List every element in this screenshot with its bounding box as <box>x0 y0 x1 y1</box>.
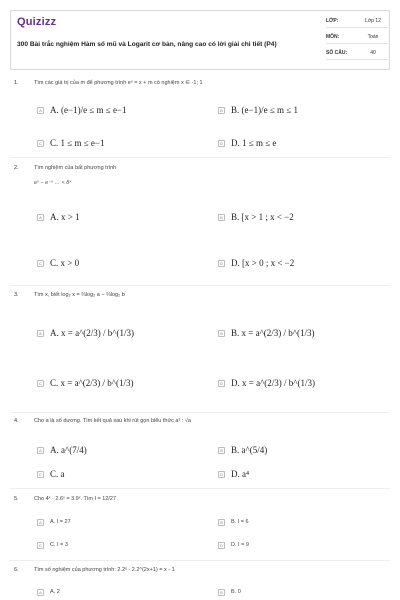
option-1c[interactable]: C C. 1 ≤ m ≤ e−1 <box>37 137 104 149</box>
option-6a[interactable]: A A. 2 <box>37 586 60 598</box>
divider <box>10 285 390 286</box>
option-3a[interactable]: A A. x = a^(2/3) / b^(1/3) <box>37 327 134 339</box>
option-4d[interactable]: D D. a⁴ <box>218 468 249 480</box>
option-4a[interactable]: A A. a^(7/4) <box>37 444 87 456</box>
divider <box>10 560 390 561</box>
option-3b[interactable]: B B. x = a^(2/3) / b^(1/3) <box>218 327 315 339</box>
option-1b[interactable]: B B. (e−1)/e ≤ m ≤ 1 <box>218 104 298 116</box>
option-5d[interactable]: D D. I = 9 <box>218 539 249 551</box>
option-5a[interactable]: A A. I = 27 <box>37 516 71 528</box>
worksheet-header <box>10 10 390 70</box>
divider <box>10 412 390 413</box>
option-2d[interactable]: D D. [x > 0 ; x < −2 <box>218 257 294 269</box>
option-2b[interactable]: B B. [x > 1 ; x < −2 <box>218 211 294 223</box>
meta-grade: LỚP: Lớp 12 <box>326 15 390 28</box>
option-3c[interactable]: C C. x = a^(2/3) / b^(1/3) <box>37 377 134 389</box>
quizizz-logo: Quizizz <box>17 16 57 28</box>
option-4c[interactable]: C C. a <box>37 468 65 480</box>
meta-subject: MÔN: Toán <box>326 31 390 44</box>
worksheet-meta <box>326 15 390 63</box>
option-2c[interactable]: C C. x > 0 <box>37 257 79 269</box>
option-1a[interactable]: A A. (e−1)/e ≤ m ≤ e−1 <box>37 104 127 116</box>
option-1d[interactable]: D D. 1 ≤ m ≤ e <box>218 137 276 149</box>
worksheet-title: 300 Bài trắc nghiệm Hàm số mũ và Logarit cơ bản, nâng cao có lời giải chi tiết (P4) <box>17 41 277 48</box>
option-6b[interactable]: B B. 0 <box>218 586 241 598</box>
option-3d[interactable]: D D. x = a^(2/3) / b^(1/3) <box>218 377 315 389</box>
divider <box>10 488 390 489</box>
option-5b[interactable]: B B. I = 6 <box>218 516 249 528</box>
option-4b[interactable]: B B. a^(5/4) <box>218 444 267 456</box>
meta-question-count: SỐ CÂU: 40 <box>326 47 390 60</box>
option-5c[interactable]: C C. I = 3 <box>37 539 68 551</box>
option-2a[interactable]: A A. x > 1 <box>37 211 80 223</box>
divider <box>10 157 390 158</box>
